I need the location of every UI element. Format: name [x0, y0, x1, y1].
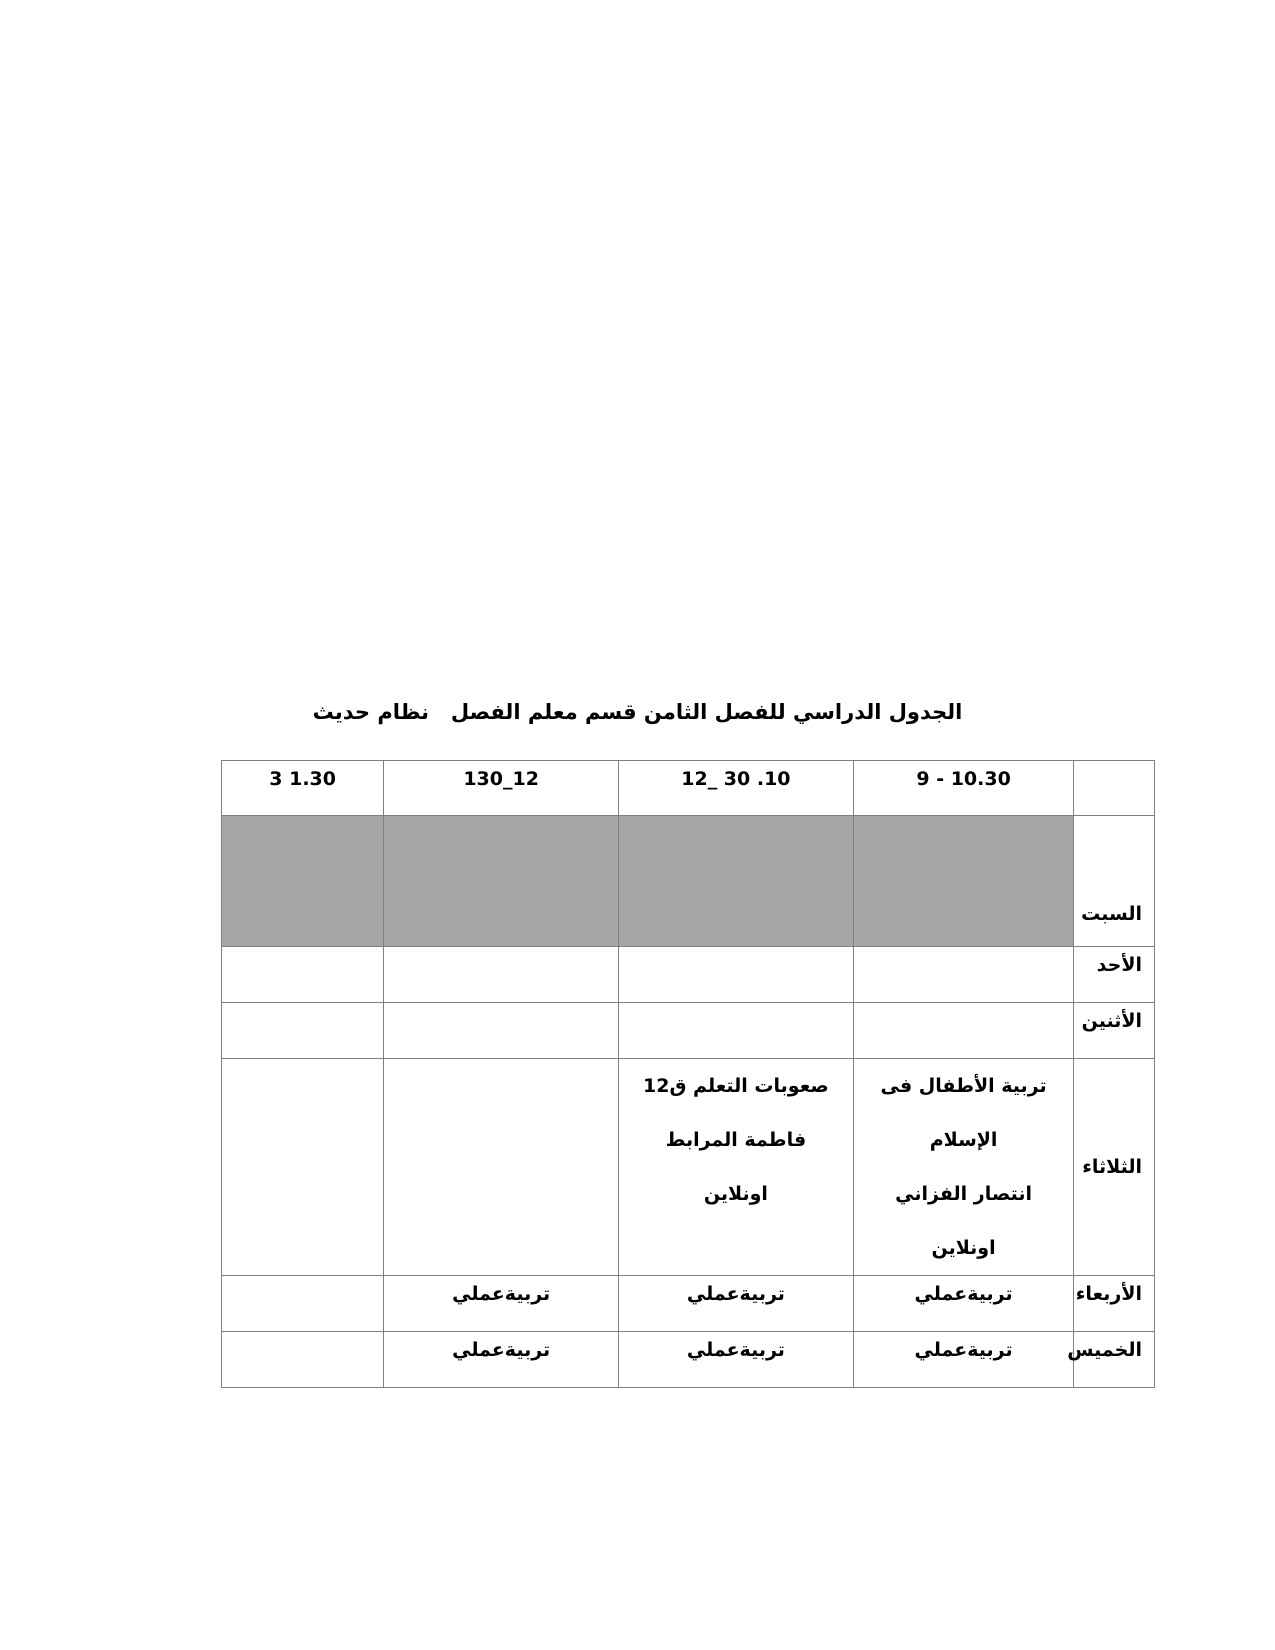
- cell-wednesday-2: تربيةعملي: [619, 1276, 854, 1332]
- cell-thursday-2: تربيةعملي: [619, 1332, 854, 1388]
- header-slot-1: 9 - 10.30: [853, 761, 1074, 816]
- cell-wednesday-1: تربيةعملي: [853, 1276, 1074, 1332]
- cell-saturday-2: [619, 816, 854, 947]
- delivery-mode: اونلاين: [703, 1183, 768, 1205]
- cell-sunday-2: [619, 947, 854, 1003]
- instructor-name: انتصار الفزاني: [895, 1183, 1032, 1205]
- cell-monday-3: [384, 1003, 619, 1059]
- table-row-saturday: [222, 816, 1155, 947]
- day-label-monday: الأثنين: [1074, 1003, 1155, 1059]
- delivery-mode: اونلاين: [931, 1237, 996, 1259]
- day-label-saturday: السبت: [1074, 816, 1155, 947]
- day-label-wednesday: الأربعاء: [1074, 1276, 1155, 1332]
- page-title: الجدول الدراسي للفصل الثامن قسم معلم الفصل نظام حديث: [312, 700, 963, 724]
- cell-monday-1: [853, 1003, 1074, 1059]
- table-row-tuesday: [222, 1059, 1155, 1276]
- course-name: تربية الأطفال فى الإسلام: [880, 1075, 1047, 1151]
- instructor-name: فاطمة المرابط: [665, 1129, 807, 1151]
- header-slot-4: 3 1.30: [222, 761, 384, 816]
- cell-tuesday-2: [619, 1059, 854, 1276]
- table-row-thursday: [222, 1332, 1155, 1388]
- cell-monday-4: [222, 1003, 384, 1059]
- schedule-table: [221, 760, 1155, 1388]
- cell-thursday-1: تربيةعملي: [853, 1332, 1074, 1388]
- course-name: صعوبات التعلم ق12: [642, 1075, 829, 1097]
- day-label-thursday: الخميس: [1074, 1332, 1155, 1388]
- cell-saturday-4: [222, 816, 384, 947]
- table-row-monday: [222, 1003, 1155, 1059]
- cell-tuesday-4: [222, 1059, 384, 1276]
- day-label-tuesday: الثلاثاء: [1074, 1059, 1155, 1276]
- cell-tuesday-1: [853, 1059, 1074, 1276]
- cell-sunday-3: [384, 947, 619, 1003]
- header-slot-2: 12_ 30 .10: [619, 761, 854, 816]
- header-row: [222, 761, 1155, 816]
- cell-thursday-4: [222, 1332, 384, 1388]
- table-row-sunday: [222, 947, 1155, 1003]
- cell-wednesday-3: تربيةعملي: [384, 1276, 619, 1332]
- cell-thursday-3: تربيةعملي: [384, 1332, 619, 1388]
- cell-monday-2: [619, 1003, 854, 1059]
- day-label-sunday: الأحد: [1074, 947, 1155, 1003]
- cell-saturday-3: [384, 816, 619, 947]
- cell-wednesday-4: [222, 1276, 384, 1332]
- cell-sunday-1: [853, 947, 1074, 1003]
- cell-sunday-4: [222, 947, 384, 1003]
- cell-tuesday-3: [384, 1059, 619, 1276]
- header-slot-3: 130_12: [384, 761, 619, 816]
- cell-saturday-1: [853, 816, 1074, 947]
- header-day-corner: [1074, 761, 1155, 816]
- table-row-wednesday: [222, 1276, 1155, 1332]
